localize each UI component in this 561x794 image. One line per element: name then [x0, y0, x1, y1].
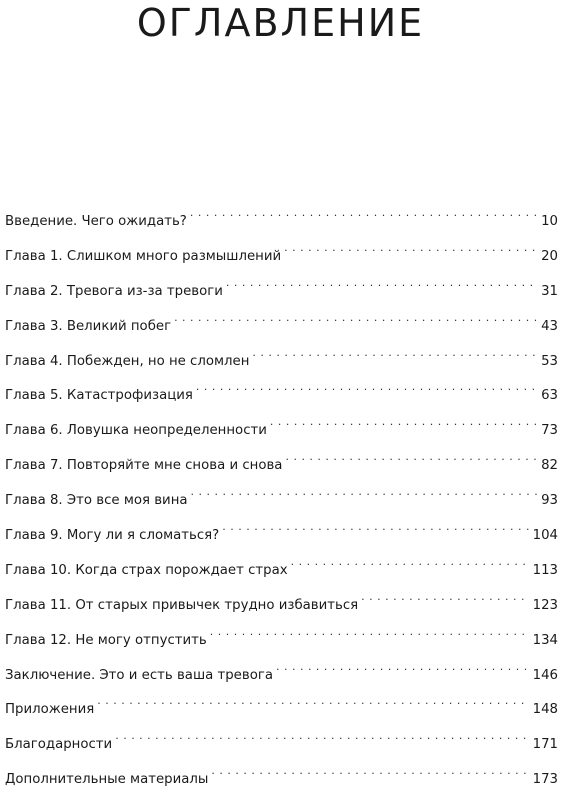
toc-entry-label: Введение. Чего ожидать?: [5, 214, 187, 229]
dot-leader: [291, 550, 529, 574]
toc-entry-label: Глава 12. Не могу отпустить: [5, 632, 207, 648]
toc-entry-label: Дополнительные материалы: [5, 772, 209, 788]
toc-entry: [5, 201, 558, 236]
toc-entry-label: Глава 4. Побежден, но не сломлен: [5, 353, 250, 369]
toc-entry-label: Глава 6. Ловушка неопределенности: [5, 423, 267, 439]
dot-leader: [361, 585, 528, 609]
toc-entry: [5, 375, 558, 410]
toc-entry-label: Глава 3. Великий побег: [5, 318, 172, 334]
toc-entry-label: Глава 5. Катастрофизация: [5, 388, 193, 404]
dot-leader: [210, 620, 529, 644]
toc-entry-page-number: 123: [532, 597, 558, 613]
toc-entry-label: Глава 2. Тревога из-за тревоги: [5, 283, 223, 299]
toc-entry-label: Глава 10. Когда страх порождает страх: [5, 562, 288, 578]
toc-entry: [5, 655, 558, 690]
toc-entry: [5, 480, 558, 515]
toc-entry-page-number: 73: [541, 423, 558, 439]
toc-entry-page-number: 53: [541, 353, 558, 369]
dot-leader: [222, 515, 528, 539]
dot-leader: [97, 689, 528, 713]
toc-entry-page-number: 93: [541, 493, 558, 509]
toc-entry-page-number: 31: [541, 283, 558, 299]
toc-entry-page-number: 146: [532, 667, 558, 683]
toc-entry: [5, 271, 558, 306]
toc-entry-page-number: 113: [532, 562, 558, 578]
dot-leader: [115, 724, 528, 748]
dot-leader: [276, 655, 529, 679]
dot-leader: [174, 306, 537, 330]
toc-entry: [5, 236, 558, 271]
toc-entry-page-number: 43: [541, 318, 558, 334]
toc-entry: [5, 550, 558, 585]
page-title: ОГЛАВЛЕНИЕ: [136, 1, 425, 45]
toc-entry-label: Благодарности: [5, 737, 113, 753]
toc-entry-page-number: 148: [532, 702, 558, 718]
toc-entry-page-number: 20: [541, 248, 558, 264]
toc-entry: [5, 620, 558, 655]
toc-entry-page-number: 10: [541, 214, 558, 229]
dot-leader: [285, 445, 537, 469]
toc-entry-label: Глава 1. Слишком много размышлений: [5, 248, 282, 264]
dot-leader: [252, 341, 537, 365]
dot-leader: [190, 201, 537, 225]
toc-entry-page-number: 171: [532, 737, 558, 753]
toc-entry-label: Глава 8. Это все моя вина: [5, 493, 188, 509]
dot-leader: [226, 271, 537, 295]
toc-entry: [5, 724, 558, 759]
toc-entry: [5, 515, 558, 550]
toc-entry-page-number: 82: [541, 458, 558, 474]
toc-entry-page-number: 104: [532, 528, 558, 544]
toc-entry-label: Глава 9. Могу ли я сломаться?: [5, 528, 220, 544]
dot-leader: [270, 410, 537, 434]
toc-entry-label: Приложения: [5, 702, 95, 718]
dot-leader: [191, 480, 538, 504]
toc-entry: [5, 445, 558, 480]
toc-entry-page-number: 134: [532, 632, 558, 648]
toc-entry-page-number: 173: [532, 772, 558, 788]
toc-list: [5, 201, 558, 794]
dot-leader: [284, 236, 537, 260]
toc-entry: [5, 759, 558, 794]
dot-leader: [196, 375, 537, 399]
toc-entry: [5, 689, 558, 724]
toc-entry-label: Заключение. Это и есть ваша тревога: [5, 667, 273, 683]
toc-entry: [5, 341, 558, 376]
toc-entry: [5, 410, 558, 445]
toc-entry-label: Глава 11. От старых привычек трудно избавиться: [5, 597, 359, 613]
toc-entry: [5, 585, 558, 620]
toc-entry-page-number: 63: [541, 388, 558, 404]
toc-entry: [5, 306, 558, 341]
toc-entry-label: Глава 7. Повторяйте мне снова и снова: [5, 458, 283, 474]
